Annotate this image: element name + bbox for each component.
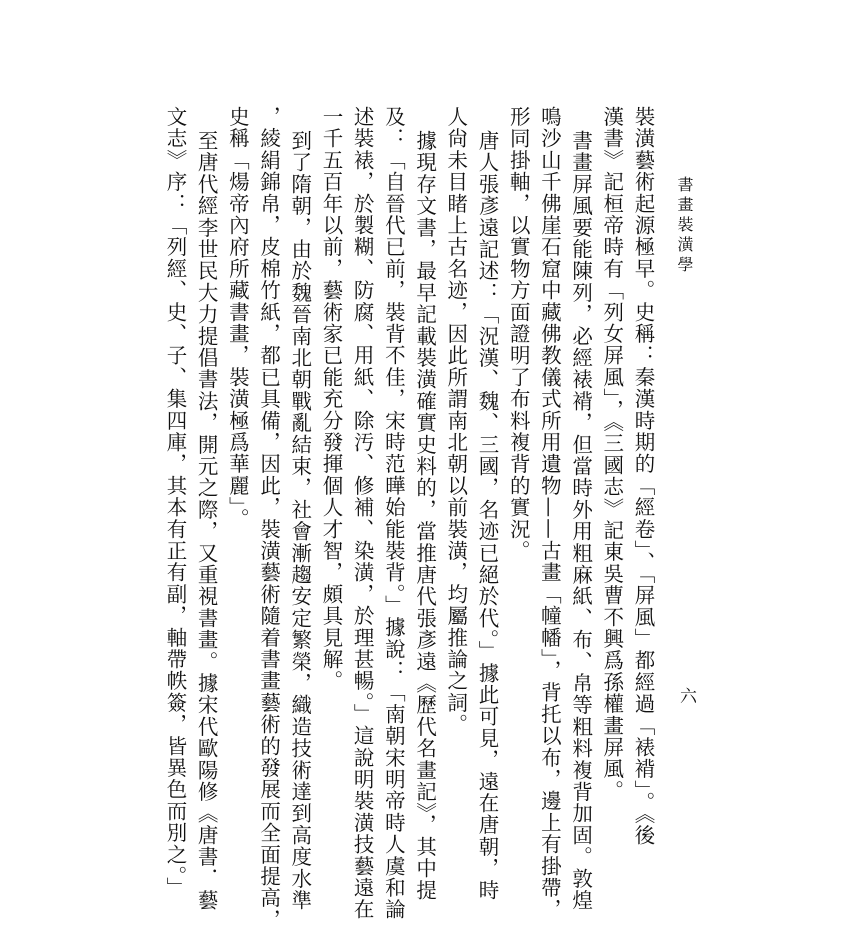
text-line: 據現存文書，最早記載裝潢確實史料的，當推唐代張彥遠《歷代名畫記》，其中提 bbox=[412, 129, 437, 901]
text-line: ，綾絹錦帛，皮棉竹紙，都已具備，因此，裝潢藝術隨着書畫藝術的發展而全面提高， bbox=[256, 106, 281, 931]
running-header-title: 書畫裝潢學 bbox=[675, 176, 694, 276]
text-line: 文志》序：「列經、史、子、集四庫，其本有正有副，軸帶帙簽，皆異色而別之。」 bbox=[162, 106, 187, 899]
text-line: 人尙未目睹上古名迹，因此所謂南北朝以前裝潢，均屬推論之詞。 bbox=[443, 106, 468, 736]
text-line: 一千五百年以前，藝術家已能充分發揮個人才智，頗具見解。 bbox=[318, 106, 343, 692]
text-line: 形同掛軸，以實物方面證明了布料複背的實況。 bbox=[506, 106, 531, 562]
text-line: 史稱「煬帝內府所藏書畫，裝潢極爲華麗」。 bbox=[225, 106, 250, 530]
text-line: 裝潢藝術起源極早。史稱：秦漢時期的「經卷」、「屏風」都經過「裱褙」。《後 bbox=[631, 106, 655, 847]
text-line: 到了隋朝，由於魏晉南北朝戰亂結束，社會漸趨安定繁榮，織造技術達到高度水準 bbox=[287, 129, 312, 911]
text-line: 漢書》記桓帝時有「列女屏風」，《三國志》記東吳曹不興爲孫權畫屏風。 bbox=[599, 106, 624, 802]
text-line: 及：「自晉代已前，裝背不佳，宋時范曄始能裝背。」據說：「南朝宋明帝時人虞和論 bbox=[381, 106, 406, 921]
text-line: 書畫屏風要能陳列，必經裱褙，但當時外用粗麻紙、布、帛等粗料複背加固。敦煌 bbox=[568, 129, 593, 911]
text-line: 鳴沙山千佛崖石窟中藏佛教儀式所用遺物——古畫「幢幡」，背托以布，邊上有掛帶， bbox=[537, 106, 562, 921]
page-number: 六 bbox=[676, 687, 696, 704]
text-line: 述裝裱，於製糊、防腐、用紙、除汚、修補、染潢，於理甚暢。」這說明裝潢技藝遠在 bbox=[350, 106, 375, 921]
text-line: 至唐代經李世民大力提倡書法，開元之際，又重視書畫。據宋代歐陽修《唐書．藝 bbox=[194, 129, 219, 911]
text-line: 唐人張彥遠記述：「況漢、魏、三國，名迹已絕於代。」據此可見，遠在唐朝，時 bbox=[474, 129, 499, 901]
body-text-column bbox=[159, 106, 658, 931]
